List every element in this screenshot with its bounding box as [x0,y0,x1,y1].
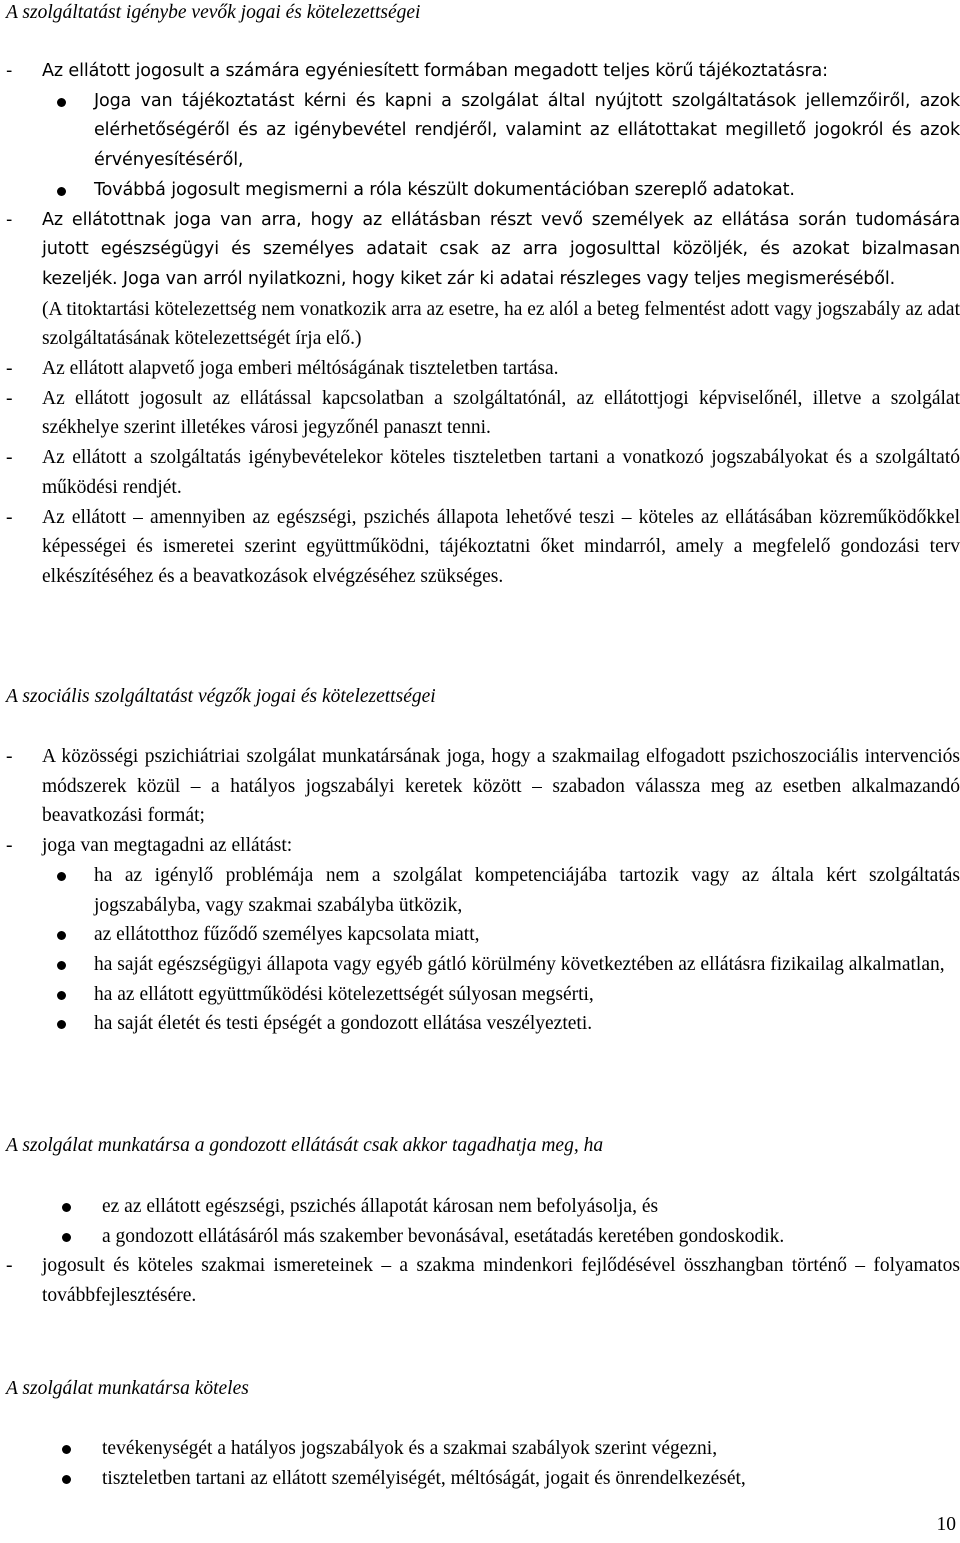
bullet-text: a gondozott ellátásáról más szakember bevonásával, esetátadás keretében gondoskodik. [102,1225,785,1247]
section-heading-client-rights: A szolgáltatást igénybe vevők jogai és kötelezettségei [6,2,421,23]
bullet-text: az ellátotthoz fűződő személyes kapcsolata miatt, [94,924,480,946]
dash-marker: - [6,387,13,409]
dash-marker: - [6,506,13,528]
bullet-text: tiszteletben tartani az ellátott személyiségét, méltóságát, jogait és önrendelkezését, [102,1467,746,1489]
list-item-cooperation [0,503,960,592]
list-item-text: Az ellátottnak joga van arra, hogy az ellátásban részt vevő személyek az ellátása során tudomására jutott egészségügyi és személyes adatait csak az arra jogosulttal közöljék, és azokat bizalmasan kezeljék. [42,209,960,289]
section-heading-provider-rights: A szociális szolgáltatást végzők jogai és kötelezettségei [6,686,436,707]
list-item-text-continued: Joga van arról nyilatkozni, hogy kiket zár ki adatai részleges vagy teljes megismeréséből. [117,268,896,289]
bullet-icon [57,1020,66,1029]
list-item-training [0,1251,960,1310]
bullet-icon [62,1445,71,1454]
dash-marker: - [6,1255,13,1277]
bullet-text: tevékenységét a hatályos jogszabályok és a szakmai szabályok szerint végezni, [102,1438,718,1459]
bullet-icon [62,1233,71,1242]
list-item-confidentiality [0,206,960,295]
bullet-text: Továbbá jogosult megismerni a róla készült dokumentációban szereplő adatokat. [94,179,795,200]
list-item-text: Az ellátott a szolgáltatás igénybevételekor köteles tiszteletben tartani a vonatkozó jogszabályokat és a szolgáltató működési rendjét. [42,447,960,498]
confidentiality-note: (A titoktartási kötelezettség nem vonatkozik arra az esetre, ha ez alól a beteg felmentést adott vagy jogszabály az adat szolgáltatásának kötelezettségét írja elő.) [42,298,960,350]
bullet-icon [57,931,66,940]
list-item-text: joga van megtagadni az ellátást: [42,835,293,857]
dash-marker: - [6,358,13,380]
bullet-icon [57,872,66,881]
bullet-text: ha saját életét és testi épségét a gondozott ellátása veszélyezteti. [94,1013,593,1035]
bullet-item-respect-client [0,1464,960,1494]
bullet-item-no-harm [0,1192,960,1222]
list-item-obligation [0,443,960,502]
list-item-method-choice [0,742,960,831]
bullet-text: ha az igénylő problémája nem a szolgálat kompetenciájába tartozik vagy az általa kért szolgáltatás jogszabályba, vagy szakmai szabályba ütközik, [94,864,960,916]
bullet-item-refuse-health [0,950,960,980]
dash-marker: - [6,447,13,469]
bullet-text: ha az ellátott együttműködési kötelezettségét súlyosan megsérti, [94,983,594,1005]
bullet-item-info-request [0,87,960,176]
bullet-icon [57,961,66,970]
list-item-text: A közösségi pszichiátriai szolgálat munkatársának joga, hogy a szakmailag elfogadott pszichoszociális intervenciós módszerek közül – a hatályos jogszabályi keretek között – szabadon válassza meg az esetben alkalmazandó beavatkozási formát; [42,746,960,827]
bullet-text: ez az ellátott egészségi, pszichés állapotát károsan nem befolyásolja, és [102,1196,659,1217]
section-heading-refusal-conditions: A szolgálat munkatársa a gondozott ellátását csak akkor tagadhatja meg, ha [6,1135,604,1156]
bullet-item-documentation [0,176,960,206]
bullet-icon [57,187,66,196]
bullet-icon [62,1475,71,1484]
bullet-item-refuse-competence [0,861,960,920]
section-client-rights-body [0,57,960,592]
list-item-refuse-care [0,831,960,861]
dash-marker: - [6,746,13,767]
bullet-item-lawful-activity [0,1434,960,1464]
list-item-text: Az ellátott – amennyiben az egészségi, pszichés állapota lehetővé teszi – köteles az ellátásában közreműködőkkel képességei és ismeretei szerint együttműködni, tájékoztatni őket mindarról, amely a megfelelő gondozási terv elkészítéséhez és a beavatkozások elvégzéséhez szükséges. [42,506,960,587]
list-item-text: Az ellátott alapvető joga emberi méltóságának tiszteletben tartása. [42,358,559,380]
bullet-item-refuse-personal [0,920,960,950]
bullet-text: Joga van tájékoztatást kérni és kapni a szolgálat által nyújtott szolgáltatások jellemzőiről, azok elérhetőségéről és az igénybevétel rendjéről, valamint az ellátottakat megillető jogokról és azok érvényesítéséről, [94,90,960,171]
section-heading-staff-duties: A szolgálat munkatársa köteles [6,1378,249,1399]
dash-marker: - [6,209,13,230]
list-item-information-right [0,57,960,87]
dash-marker: - [6,835,13,857]
list-item-complaint [0,384,960,443]
list-item-dignity [0,354,960,384]
bullet-item-handover [0,1222,960,1252]
list-item-text: Az ellátott jogosult a számára egyéniesített formában megadott teljes körű tájékoztatásra: [42,61,828,81]
dash-marker: - [6,61,13,81]
list-item-text: Az ellátott jogosult az ellátással kapcsolatban a szolgáltatónál, az ellátottjogi képviselőnél, illetve a szolgálat székhelye szerint illetékes városi jegyzőnél panaszt tenni. [42,387,960,439]
page-number: 10 [936,1514,956,1535]
bullet-icon [57,991,66,1000]
section-refusal-conditions-body [0,1192,960,1311]
bullet-text: ha saját egészségügyi állapota vagy egyéb gátló körülmény következtében az ellátásra fizikailag alkalmatlan, [94,953,945,975]
list-item-text: jogosult és köteles szakmai ismereteinek – a szakma mindenkori fejlődésével összhangban történő – folyamatos továbbfejlesztésére. [42,1255,960,1307]
bullet-icon [62,1203,71,1212]
section-provider-rights-body [0,742,960,1039]
bullet-item-refuse-safety [0,1009,960,1039]
bullet-item-refuse-cooperation [0,980,960,1010]
bullet-icon [57,98,66,107]
section-staff-duties-body [0,1434,960,1493]
